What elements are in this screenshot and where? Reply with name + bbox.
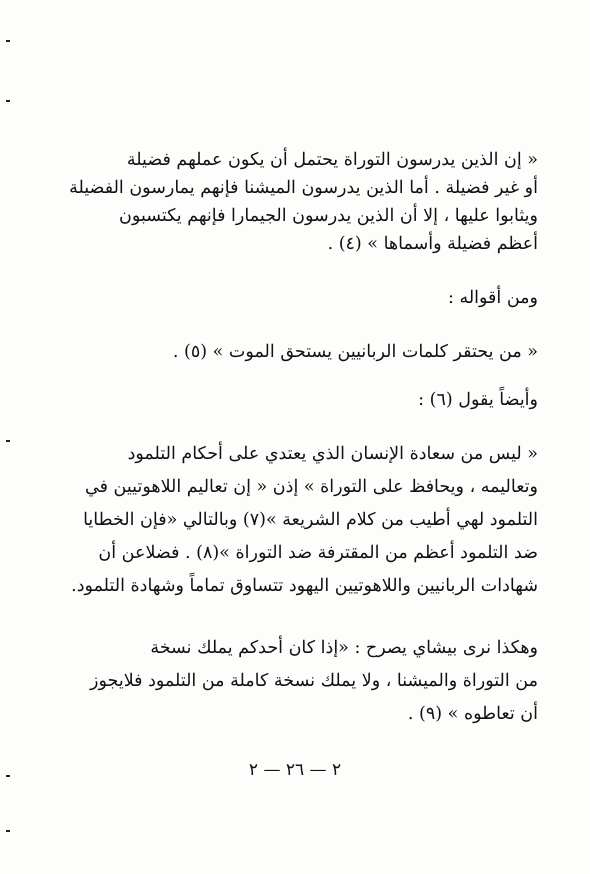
- quote-paragraph-3: [52, 446, 538, 598]
- margin-mark: [6, 100, 10, 102]
- margin-mark: [6, 40, 10, 42]
- quote-paragraph-4: [52, 640, 538, 726]
- text-line: من التوراة والميشنا ، ولا يملك نسخة كاملة من التلمود فلايجوز: [90, 671, 538, 691]
- quote-paragraph-2: [52, 344, 538, 364]
- quote-paragraph-1: [52, 152, 538, 256]
- text-line: وهكذا نرى بيشاي يصرح : «إذا كان أحدكم يملك نسخة: [150, 638, 538, 658]
- text-line: ويثابوا عليها ، إلا أن الذين يدرسون الجيمارا فإنهم يكتسبون: [119, 206, 538, 226]
- text-line: « ليس من سعادة الإنسان الذي يعتدي على أحكام التلمود: [127, 444, 538, 464]
- text-line: أعظم فضيلة وأسماها » (٤) .: [327, 234, 538, 254]
- text-line: وتعاليمه ، ويحافظ على التوراة » إذن « إن تعاليم اللاهوتيين في: [85, 477, 538, 497]
- text-line: ومن أقواله :: [447, 288, 538, 308]
- text-line: التلمود لهي أطيب من كلام الشريعة »(٧) وبالتالي «فإن الخطايا: [83, 510, 538, 530]
- intro-line: [52, 290, 538, 310]
- text-line: « من يحتقر كلمات الربانيين يستحق الموت » (٥) .: [172, 342, 538, 362]
- margin-mark: [6, 830, 10, 832]
- text-line: وأيضاً يقول (٦) :: [418, 390, 538, 410]
- text-line: « إن الذين يدرسون التوراة يحتمل أن يكون عملهم فضيلة: [126, 150, 538, 170]
- text-line: أو غير فضيلة . أما الذين يدرسون الميشنا فإنهم يمارسون الفضيلة: [69, 178, 538, 198]
- margin-mark: [6, 440, 10, 442]
- intro-line: [52, 392, 538, 412]
- text-line: ضد التلمود أعظم من المقترفة ضد التوراة »(٨) . فضلاعن أن: [98, 543, 538, 563]
- page-number: ٢ — ٢٦ — ٢: [248, 760, 342, 780]
- text-line: أن تعاطوه » (٩) .: [407, 704, 538, 724]
- text-line: شهادات الربانيين واللاهوتيين اليهود تتساوق تماماً وشهادة التلمود.: [71, 576, 538, 596]
